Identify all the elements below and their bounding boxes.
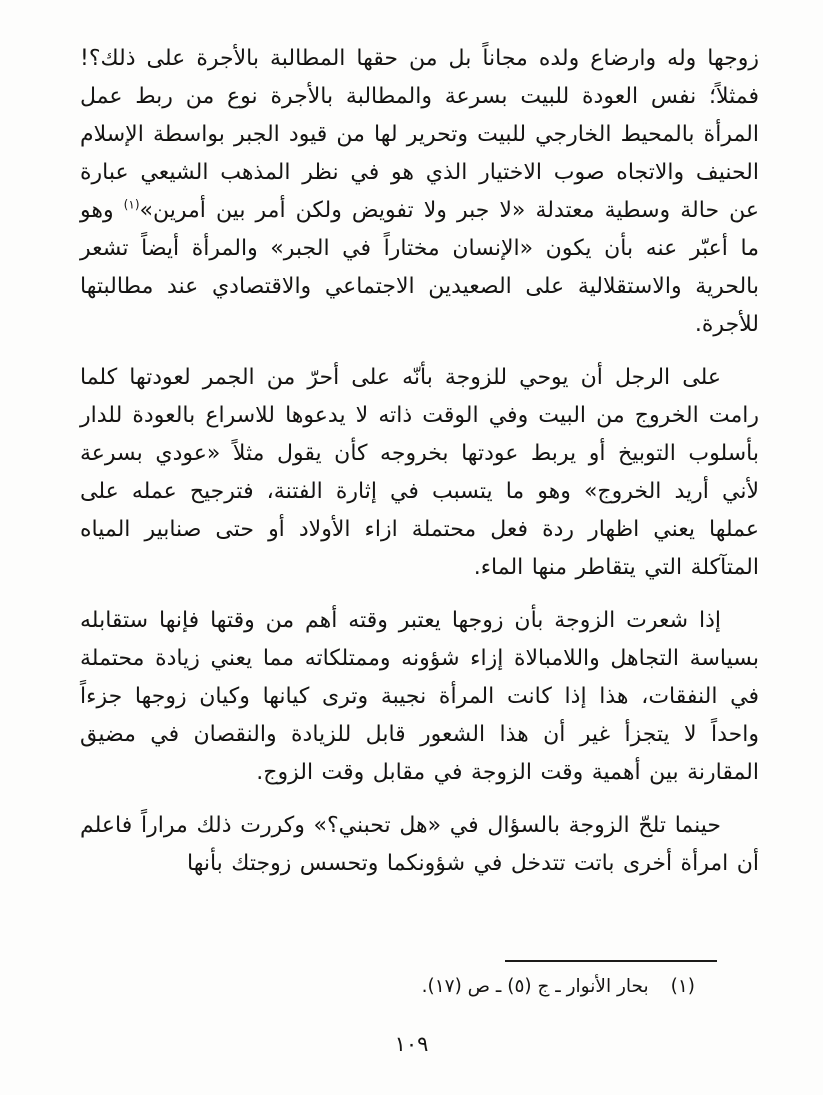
body-text — [80, 40, 759, 898]
paragraph-1-text: زوجها وله وارضاع ولده مجاناً بل من حقها المطالبة بالأجرة على ذلك؟! فمثلاً؛ نفس العودة للبيت بسرعة والمطالبة بالأجرة نوع من ربط عمل المرأة بالمحيط الخارجي للبيت وتحرير لها من قيود الجبر بواسطة الإسلام الحنيف والاتجاه صوب الاختيار الذي هو في نظر المذهب الشيعي عبارة عن حالة وسطية معتدلة «لا جبر ولا تفويض ولكن أمر بين أمرين» — [80, 46, 759, 223]
page-number: ١٠٩ — [394, 1032, 429, 1056]
paragraph-3: إذا شعرت الزوجة بأن زوجها يعتبر وقته أهم من وقتها فإنها ستقابله بسياسة التجاهل واللامبالاة إزاء شؤونه وممتلكاته مما يعني زيادة محتملة في النفقات، هذا إذا كانت المرأة نجيبة وترى كيانها وكيان زوجها جزءاً واحداً لا يتجزأ غير أن هذا الشعور قابل للزيادة والنقصان في مضيق المقارنة بين أهمية وقت الزوجة في مقابل وقت الزوج. — [80, 608, 759, 785]
paragraph-1 — [80, 40, 759, 344]
footnote — [422, 972, 695, 1002]
paragraph-4: حينما تلحّ الزوجة بالسؤال في «هل تحبني؟» وكررت ذلك مراراً فاعلم أن امرأة أخرى باتت تتدخل في شؤونكما وتحسس زوجتك بأنها — [80, 813, 759, 876]
footnote-number: (١) — [670, 976, 695, 997]
footnote-ref-1: (١) — [123, 197, 140, 212]
footnote-separator — [505, 960, 717, 962]
paragraph-2: على الرجل أن يوحي للزوجة بأنّه على أحرّ من الجمر لعودتها كلما رامت الخروج من البيت وفي الوقت ذاته لا يدعوها للاسراع بالعودة للدار بأسلوب التوبيخ أو يربط عودتها بخروجه كأن يقول مثلاً «عودي بسرعة لأني أريد الخروج» وهو ما يتسبب في إثارة الفتنة، فترجيح عمله على عملها يعني اظهار ردة فعل محتملة ازاء الأولاد أو حتى صنابير المياه المتآكلة التي يتقاطر منها الماء. — [80, 365, 759, 580]
footnote-text: بحار الأنوار ـ ج (٥) ـ ص (١٧). — [421, 976, 649, 997]
paragraph-1-text-continued: وهو ما أعبّر عنه بأن يكون «الإنسان مختاراً في الجبر» والمرأة أيضاً تشعر بالحرية والاستقلالية على الصعيدين الاجتماعي والاقتصادي عند مطالبتها للأجرة. — [80, 198, 759, 337]
